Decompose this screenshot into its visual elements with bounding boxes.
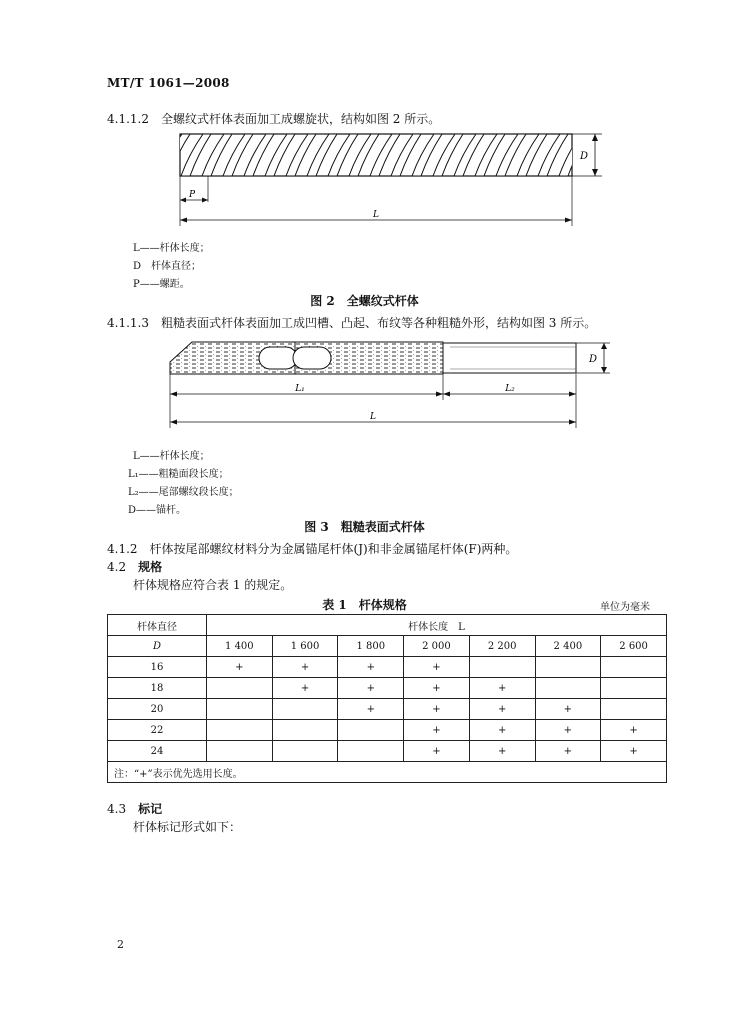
mark-cell: + — [338, 657, 404, 678]
mark-cell — [601, 657, 667, 678]
section-number: 4.1.1.2 — [107, 112, 149, 126]
diameter-cell: 18 — [108, 678, 207, 699]
mark-cell: + — [272, 657, 338, 678]
mark-cell — [207, 699, 273, 720]
mark-cell — [207, 678, 273, 699]
mark-cell: + — [535, 720, 601, 741]
mark-cell — [272, 741, 338, 762]
tail-thread-section — [443, 343, 576, 373]
mark-cell: + — [404, 699, 470, 720]
fig3-legend-item: L₂——尾部螺纹段长度； — [128, 487, 239, 498]
length-cell: 1 800 — [338, 636, 404, 657]
label-l: L — [370, 412, 376, 422]
length-cell: 2 200 — [469, 636, 535, 657]
table-row — [108, 657, 667, 678]
diameter-cell: 22 — [108, 720, 207, 741]
row-header-d: D — [108, 636, 207, 657]
label-p: P — [188, 190, 196, 200]
mark-cell — [601, 699, 667, 720]
mark-cell: + — [338, 699, 404, 720]
mark-cell — [207, 720, 273, 741]
fig2-legend-item: L——杆体长度； — [133, 243, 210, 254]
section-number: 4.1.1.3 — [107, 316, 149, 330]
section-4-2-heading — [107, 558, 162, 575]
mark-cell: + — [601, 741, 667, 762]
mark-cell: + — [469, 699, 535, 720]
mark-cell — [272, 720, 338, 741]
page-number: 2 — [117, 938, 124, 951]
mark-cell: + — [404, 720, 470, 741]
mark-cell — [535, 657, 601, 678]
mark-cell: + — [469, 678, 535, 699]
mark-cell — [338, 720, 404, 741]
table-note: 注：“+”表示优先选用长度。 — [108, 762, 667, 783]
fig3-legend-item: L₁——粗糙面段长度； — [128, 469, 229, 480]
break-symbol-right — [293, 347, 331, 369]
table-1-caption: 表 1 杆体规格 — [322, 598, 407, 612]
standard-number: MT/T 1061—2008 — [107, 76, 230, 90]
fig2-legend-item: D 杆体直径； — [133, 261, 202, 272]
diameter-cell: 24 — [108, 741, 207, 762]
row-header-line1: 杆体直径 — [137, 621, 177, 633]
mark-cell: + — [535, 699, 601, 720]
break-symbol-left — [259, 347, 297, 369]
section-text: 杆体按尾部螺纹材料分为金属锚尾杆体(J)和非金属锚尾杆体(F)两种。 — [149, 542, 518, 556]
section-title: 标记 — [138, 802, 163, 816]
section-number: 4.1.2 — [107, 542, 138, 556]
section-title: 规格 — [138, 560, 163, 574]
diameter-cell: 16 — [108, 657, 207, 678]
section-text: 粗糙表面式杆体表面加工成凹槽、凸起、布纹等各种粗糙外形，结构如图 3 所示。 — [160, 316, 597, 330]
mark-cell: + — [404, 657, 470, 678]
mark-cell — [207, 741, 273, 762]
diameter-cell: 20 — [108, 699, 207, 720]
mark-cell: + — [535, 741, 601, 762]
spec-table — [107, 614, 667, 783]
mark-cell: + — [601, 720, 667, 741]
mark-cell — [601, 678, 667, 699]
table-unit: 单位为毫米 — [600, 602, 650, 613]
section-number: 4.3 — [107, 802, 127, 816]
section-4-2-body: 杆体规格应符合表 1 的规定。 — [133, 578, 293, 592]
mark-cell — [535, 678, 601, 699]
length-cell: 2 400 — [535, 636, 601, 657]
label-l2: L₂ — [505, 384, 515, 394]
table-note-row — [108, 762, 667, 783]
section-number: 4.2 — [107, 560, 127, 574]
label-l: L — [373, 210, 379, 220]
fig3-legend-item: D——锚杆。 — [128, 505, 187, 516]
section-4-3-body: 杆体标记形式如下： — [133, 820, 242, 834]
section-4-1-1-2 — [107, 110, 440, 127]
mark-cell: + — [338, 678, 404, 699]
figure-2-caption: 图 2 全螺纹式杆体 — [310, 294, 419, 308]
col-header-cell: 杆体长度 L — [207, 615, 667, 636]
mark-cell: + — [469, 720, 535, 741]
fig2-legend-item: P——螺距。 — [133, 279, 190, 290]
figure-2-drawing — [170, 126, 610, 232]
table-row — [108, 741, 667, 762]
length-cell: 1 600 — [272, 636, 338, 657]
section-4-1-2 — [107, 540, 517, 557]
length-cell: 2 000 — [404, 636, 470, 657]
length-cell: 2 600 — [601, 636, 667, 657]
mark-cell: + — [207, 657, 273, 678]
mark-cell: + — [469, 741, 535, 762]
row-header-cell — [108, 615, 207, 636]
mark-cell: + — [272, 678, 338, 699]
table-row — [108, 699, 667, 720]
table-row — [108, 678, 667, 699]
label-d: D — [579, 151, 588, 162]
figure-3-caption: 图 3 粗糙表面式杆体 — [304, 520, 425, 534]
mark-cell — [469, 657, 535, 678]
table-row — [108, 720, 667, 741]
section-4-1-1-3 — [107, 314, 596, 331]
section-4-3-heading — [107, 800, 162, 817]
figure-3-drawing — [160, 334, 620, 430]
section-text: 全螺纹式杆体表面加工成螺旋状，结构如图 2 所示。 — [160, 112, 441, 126]
mark-cell — [272, 699, 338, 720]
mark-cell: + — [404, 741, 470, 762]
mark-cell — [338, 741, 404, 762]
mark-cell: + — [404, 678, 470, 699]
fig3-legend-item: L——杆体长度； — [133, 451, 210, 462]
length-cell: 1 400 — [207, 636, 273, 657]
table-header-row — [108, 615, 667, 636]
table-length-row — [108, 636, 667, 657]
label-l1: L₁ — [295, 384, 305, 394]
label-d: D — [588, 354, 597, 365]
